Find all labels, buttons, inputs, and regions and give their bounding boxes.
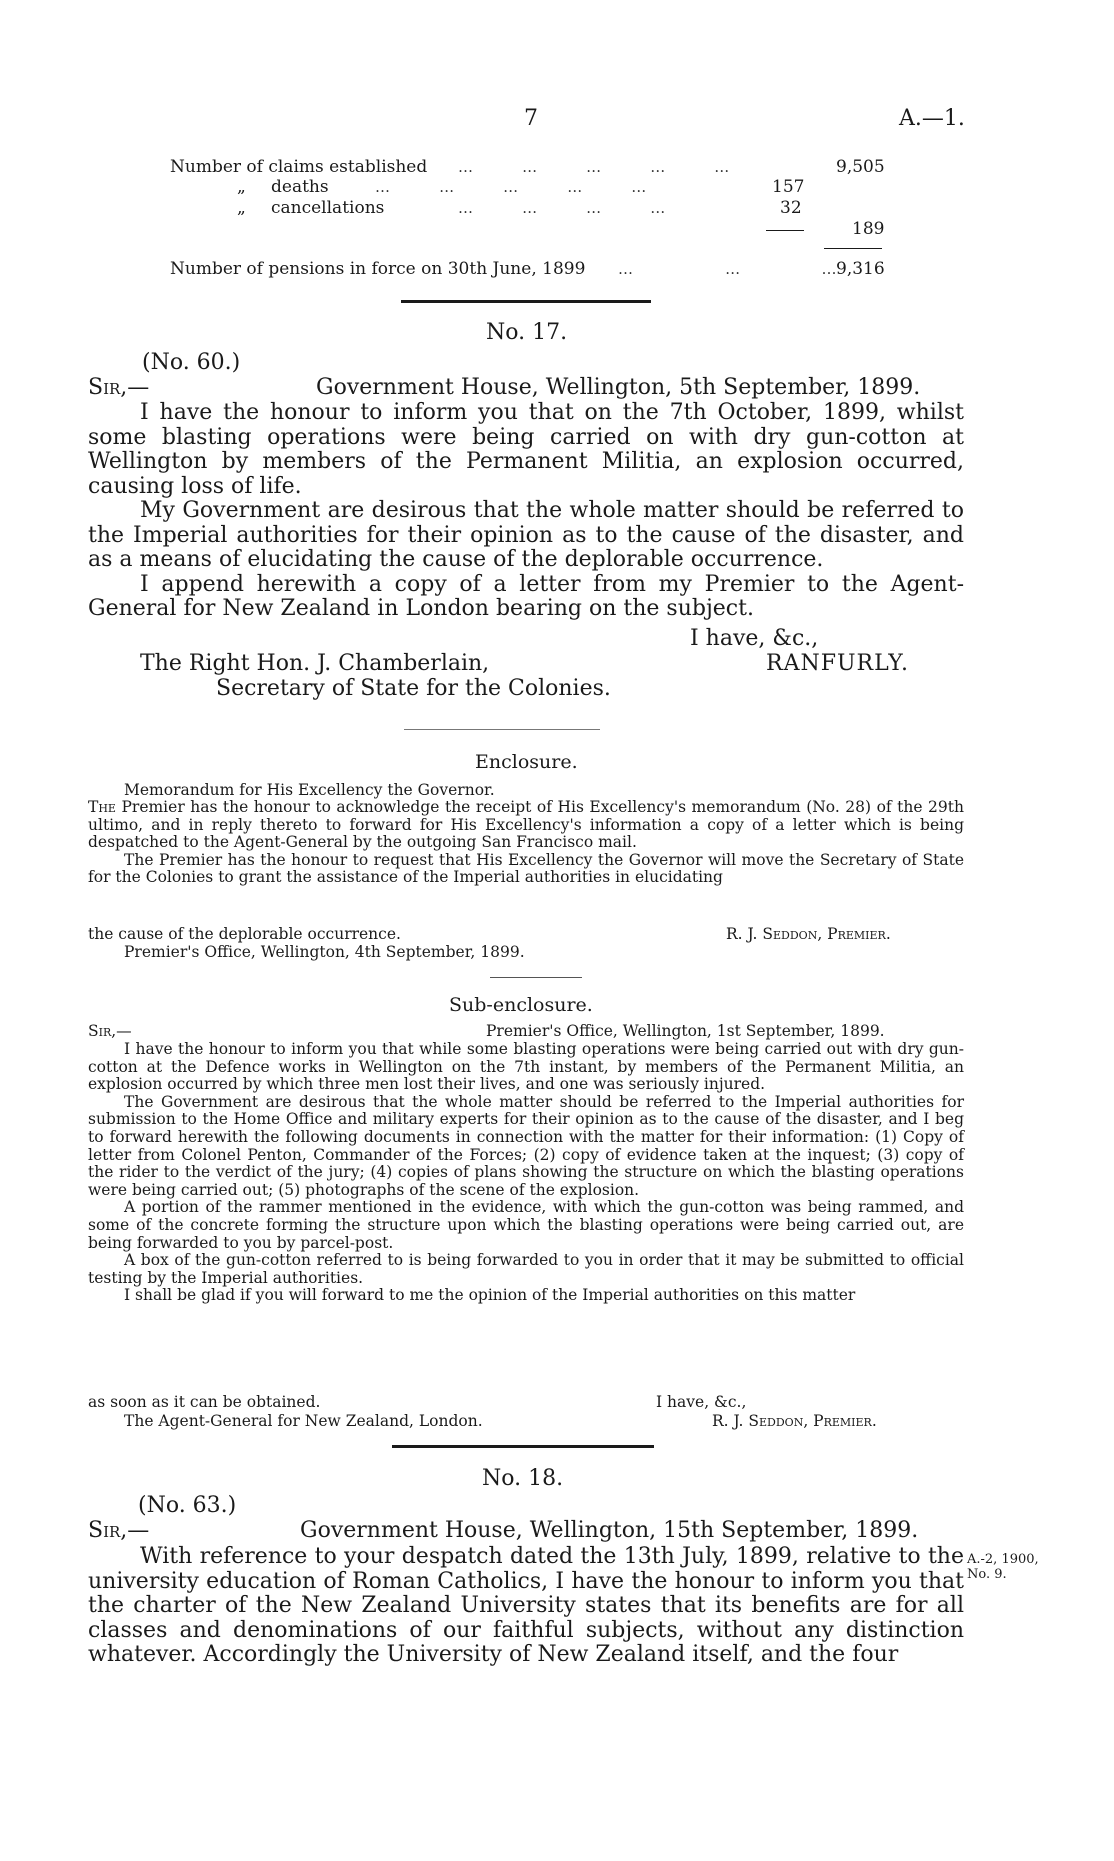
subenclosure-signature: R. J. Seddon, Premier.	[712, 1412, 877, 1430]
paragraph: My Government are desirous that the whole matter should be referred to the Imperial authorities for their opinion as to the cause of the disaster, and as a means of elucidating the cause of the deplorable occurrence.	[88, 498, 964, 572]
claims-value: 9,505	[836, 157, 885, 177]
no18-salutation: Sir,—	[88, 1518, 150, 1543]
sum-rule	[824, 248, 882, 249]
deaths-value: 157	[772, 177, 805, 197]
enclosure-heading: Enclosure.	[475, 751, 578, 773]
claims-label: Number of claims established	[170, 157, 428, 177]
no17-dateline: Government House, Wellington, 5th September, 1899.	[316, 375, 921, 400]
no18-dateline: Government House, Wellington, 15th September, 1899.	[300, 1518, 919, 1543]
no17-heading: No. 17.	[486, 320, 568, 345]
subenclosure-closing: I have, &c.,	[656, 1393, 747, 1411]
leader-dots: … … … … …	[375, 178, 653, 196]
cancellations-label: cancellations	[271, 198, 385, 218]
cancellations-ditto: „	[237, 198, 246, 218]
subenclosure-dateline: Premier's Office, Wellington, 1st September, 1899.	[486, 1022, 885, 1040]
paragraph: I shall be glad if you will forward to me the opinion of the Imperial authorities on this matter	[124, 1286, 856, 1305]
section-divider	[401, 300, 651, 303]
no17-salutation: Sir,—	[88, 375, 150, 400]
cancellations-value: 32	[780, 198, 802, 218]
section-divider	[392, 1445, 654, 1448]
no17-addressee: The Right Hon. J. Chamberlain,	[140, 651, 490, 676]
sum-rule	[766, 230, 804, 231]
paragraph: The Government are desirous that the whole matter should be referred to the Imperial authorities for submission to the Home Office and military experts for their opinion as to the cause of the disaster, and I beg to forward herewith the following documents in connection with the matter for their information: (1) Copy of letter from Colonel Penton, Commander of the Forces; (2) copy of evidence taken at the inquest; (3) copy of the rider to the verdict of the jury; (4) copies of plans showing the structure on which the blasting operations were being carried out; (5) photographs of the scene of the explosion.	[88, 1092, 964, 1199]
no17-signature: RANFURLY.	[766, 651, 909, 676]
subenclosure-salutation: Sir,—	[88, 1022, 132, 1040]
series-label: A.—1.	[899, 106, 965, 131]
no18-body	[88, 1545, 964, 1668]
leader-dots: … … … … …	[458, 158, 736, 176]
margin-reference-line: No. 9.	[967, 1567, 1007, 1582]
subenclosure-addressee: The Agent-General for New Zealand, London.	[124, 1412, 483, 1430]
page-number: 7	[524, 106, 538, 131]
enclosure-body	[88, 799, 964, 887]
no18-heading: No. 18.	[482, 1466, 564, 1491]
section-divider	[404, 729, 600, 730]
paragraph: A portion of the rammer mentioned in the evidence, with which the gun-cotton was being rammed, and some of the concrete forming the structure upon which the blasting operations were being carried out, are being forwarded to you by parcel-post.	[88, 1198, 964, 1252]
paragraph: A box of the gun-cotton referred to is being forwarded to you in order that it may be submitted to official testing by the Imperial authorities.	[88, 1251, 964, 1287]
leader-dots: … … …	[618, 260, 843, 278]
in-force-value: 9,316	[836, 259, 885, 279]
paragraph: The Premier has the honour to acknowledge the receipt of His Excellency's memorandum (No. 28) of the 29th ultimo, and in reply thereto to forward for His Excellency's information a copy of a letter which is being despatched to the Agent-General by the outgoing San Francisco mail.	[88, 798, 964, 852]
no17-ref: (No. 60.)	[142, 350, 241, 375]
section-divider	[490, 977, 582, 978]
no17-addressee-title: Secretary of State for the Colonies.	[216, 676, 611, 701]
paragraph: I append herewith a copy of a letter from my Premier to the Agent-General for New Zealand in London bearing on the subject.	[88, 571, 964, 621]
no18-ref: (No. 63.)	[138, 1493, 237, 1518]
in-force-label: Number of pensions in force on 30th June, 1899	[170, 259, 586, 279]
margin-reference-line: A.-2, 1900,	[967, 1552, 1039, 1567]
subenclosure-body	[88, 1041, 964, 1305]
subenclosure-heading: Sub-enclosure.	[449, 994, 593, 1016]
subtotal-value: 189	[852, 219, 885, 239]
enclosure-office-line: Premier's Office, Wellington, 4th September, 1899.	[124, 943, 525, 961]
paragraph: With reference to your despatch dated the 13th July, 1899, relative to the university education of Roman Catholics, I have the honour to inform you that the charter of the New Zealand University states that its benefits are for all classes and denominations of our faithful subjects, without any distinction whatever. Accordingly the University of New Zealand itself, and the four	[88, 1544, 964, 1667]
subenclosure-last-line: as soon as it can be obtained.	[88, 1393, 321, 1411]
enclosure-last-line: the cause of the deplorable occurrence.	[88, 925, 401, 943]
deaths-label: deaths	[271, 177, 329, 197]
deaths-ditto: „	[237, 177, 246, 197]
memo-title: Memorandum for His Excellency the Governor.	[124, 781, 495, 799]
enclosure-signature: R. J. Seddon, Premier.	[726, 925, 891, 943]
margin-reference	[967, 1552, 1039, 1582]
paragraph: The Premier has the honour to request that His Excellency the Governor will move the Secretary of State for the Colonies to grant the assistance of the Imperial authorities in elucidating	[88, 850, 964, 887]
no17-closing: I have, &c.,	[690, 626, 819, 651]
no17-body	[88, 401, 964, 622]
leader-dots: … … … …	[458, 199, 672, 217]
paragraph: I have the honour to inform you that on the 7th October, 1899, whilst some blasting operations were being carried on with dry gun-cotton at Wellington by members of the Permanent Militia, an explosion occurred, causing loss of life.	[88, 400, 964, 499]
paragraph: I have the honour to inform you that while some blasting operations were being carried out with dry gun-cotton at the Defence works in Wellington on the 7th instant, by members of the Permanent Militia, an explosion occurred by which three men lost their lives, and one was seriously injured.	[88, 1040, 964, 1094]
